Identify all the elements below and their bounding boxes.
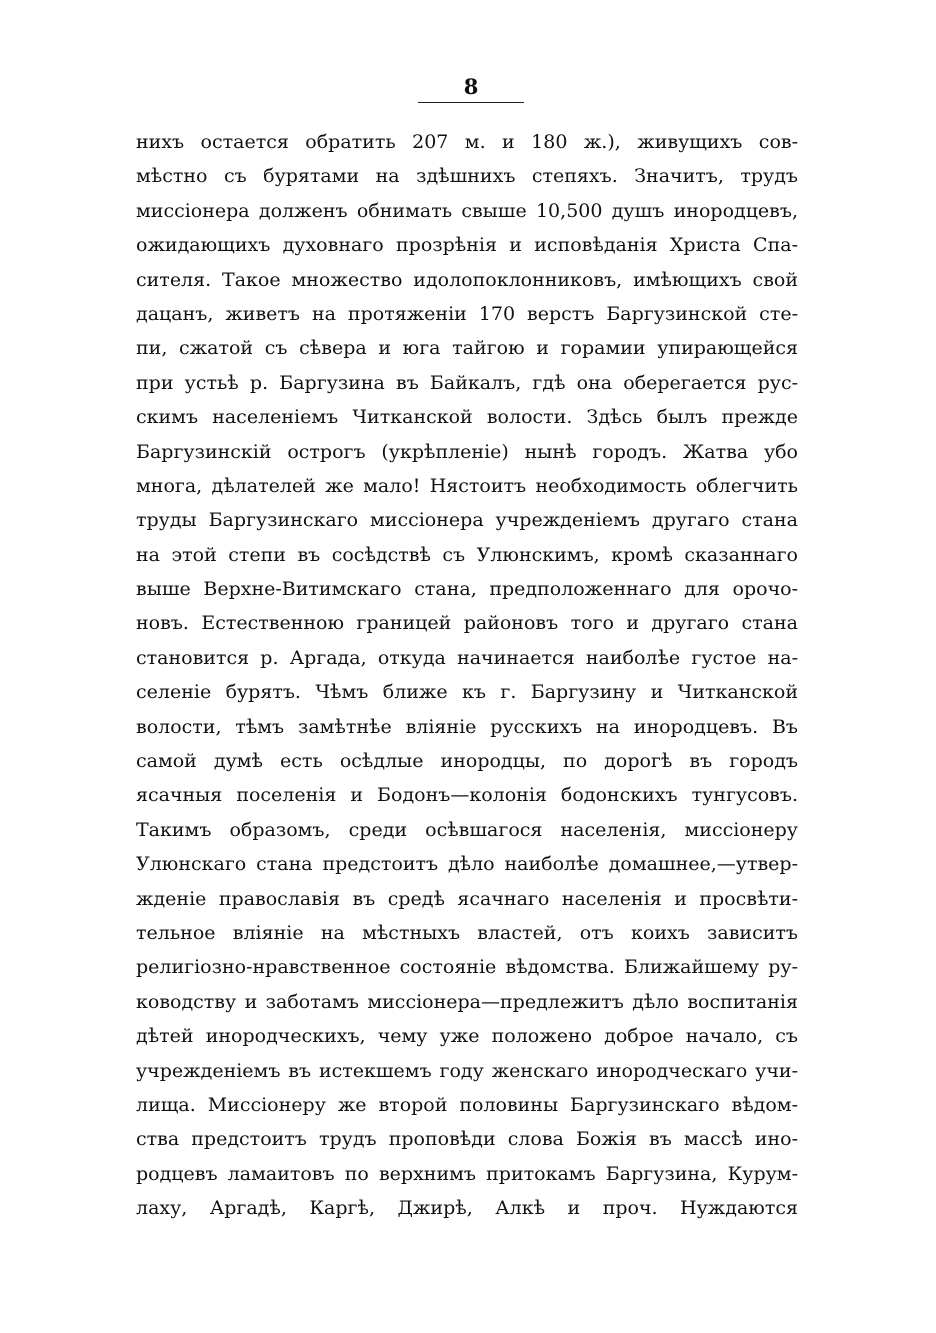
text-line: жденіе православія въ средѣ ясачнаго населенія и просвѣти- [136,887,798,910]
text-line: ководству и заботамъ миссіонера—предлежитъ дѣло воспитанія [136,990,798,1013]
text-line: пи, сжатой съ сѣвера и юга тайгою и горамии упирающейся [136,337,798,360]
text-line: скимъ населеніемъ Читканской волости. Здѣсь былъ прежде [136,406,798,429]
text-line: дацанъ, живетъ на протяженіи 170 верстъ Баргузинской сте- [136,302,798,325]
text-line: волости, тѣмъ замѣтнѣе вліяніе русскихъ на инородцевъ. Въ [136,715,798,738]
text-line: лаху, Аргадѣ, Каргѣ, Джирѣ, Алкѣ и проч. Нуждаются [136,1197,798,1220]
text-line: на этой степи въ сосѣдствѣ съ Улюнскимъ, кромѣ сказаннаго [136,543,798,566]
text-line: ства предстоитъ трудъ проповѣди слова Божія въ массѣ ино- [136,1128,798,1151]
text-line: труды Баргузинскаго миссіонера учрежденіемъ другаго стана [136,509,798,532]
text-line: миссіонера долженъ обнимать свыше 10,500 душъ инородцевъ, [136,199,798,222]
page-number: 8 [463,74,479,99]
text-line: селеніе бурятъ. Чѣмъ ближе къ г. Баргузину и Читканской [136,681,798,704]
body-text [136,125,798,1226]
text-line: ясачныя поселенія и Бодонъ—колонія бодонскихъ тунгусовъ. [136,784,798,807]
text-line: многа, дѣлателей же мало! Нястоитъ необходимость облегчить [136,474,798,497]
text-line: самой думѣ есть осѣдлые инородцы, по дорогѣ въ городъ [136,750,798,773]
text-line: тельное вліяніе на мѣстныхъ властей, отъ коихъ зависитъ [136,921,798,944]
text-line: сителя. Такое множество идолопоклонниковъ, имѣющихъ свой [136,268,798,291]
text-line: лища. Миссіонеру же второй половины Баргузинскаго вѣдом- [136,1093,798,1116]
text-line: дѣтей инородческихъ, чему уже положено доброе начало, съ [136,1025,798,1048]
text-line: родцевъ ламаитовъ по верхнимъ притокамъ Баргузина, Курум- [136,1162,798,1185]
text-line: учрежденіемъ въ истекшемъ году женскаго инородческаго учи- [136,1059,798,1082]
text-line: Баргузинскій острогъ (укрѣпленіе) нынѣ городъ. Жатва убо [136,440,798,463]
text-line: религіозно-нравственное состояніе вѣдомства. Ближайшему ру- [136,956,798,979]
text-line: Такимъ образомъ, среди осѣвшагося населенія, миссіонеру [136,818,798,841]
text-line: выше Верхне-Витимскаго стана, предположеннаго для орочо- [136,578,798,601]
text-line: при устьѣ р. Баргузина въ Байкалъ, гдѣ она оберегается рус- [136,371,798,394]
text-line: Улюнскаго стана предстоитъ дѣло наиболѣе домашнее,—утвер- [136,853,798,876]
page-number-rule [418,102,524,103]
text-line: нихъ остается обратить 207 м. и 180 ж.), живущихъ сов- [136,131,798,153]
text-line: мѣстно съ бурятами на здѣшнихъ степяхъ. Значитъ, трудъ [136,165,798,188]
text-line: новъ. Естественною границей районовъ того и другаго стана [136,612,798,635]
text-line: становится р. Аргада, откуда начинается наиболѣе густое на- [136,646,798,669]
text-line: ожидающихъ духовнаго прозрѣнія и исповѣданія Христа Спа- [136,234,798,257]
